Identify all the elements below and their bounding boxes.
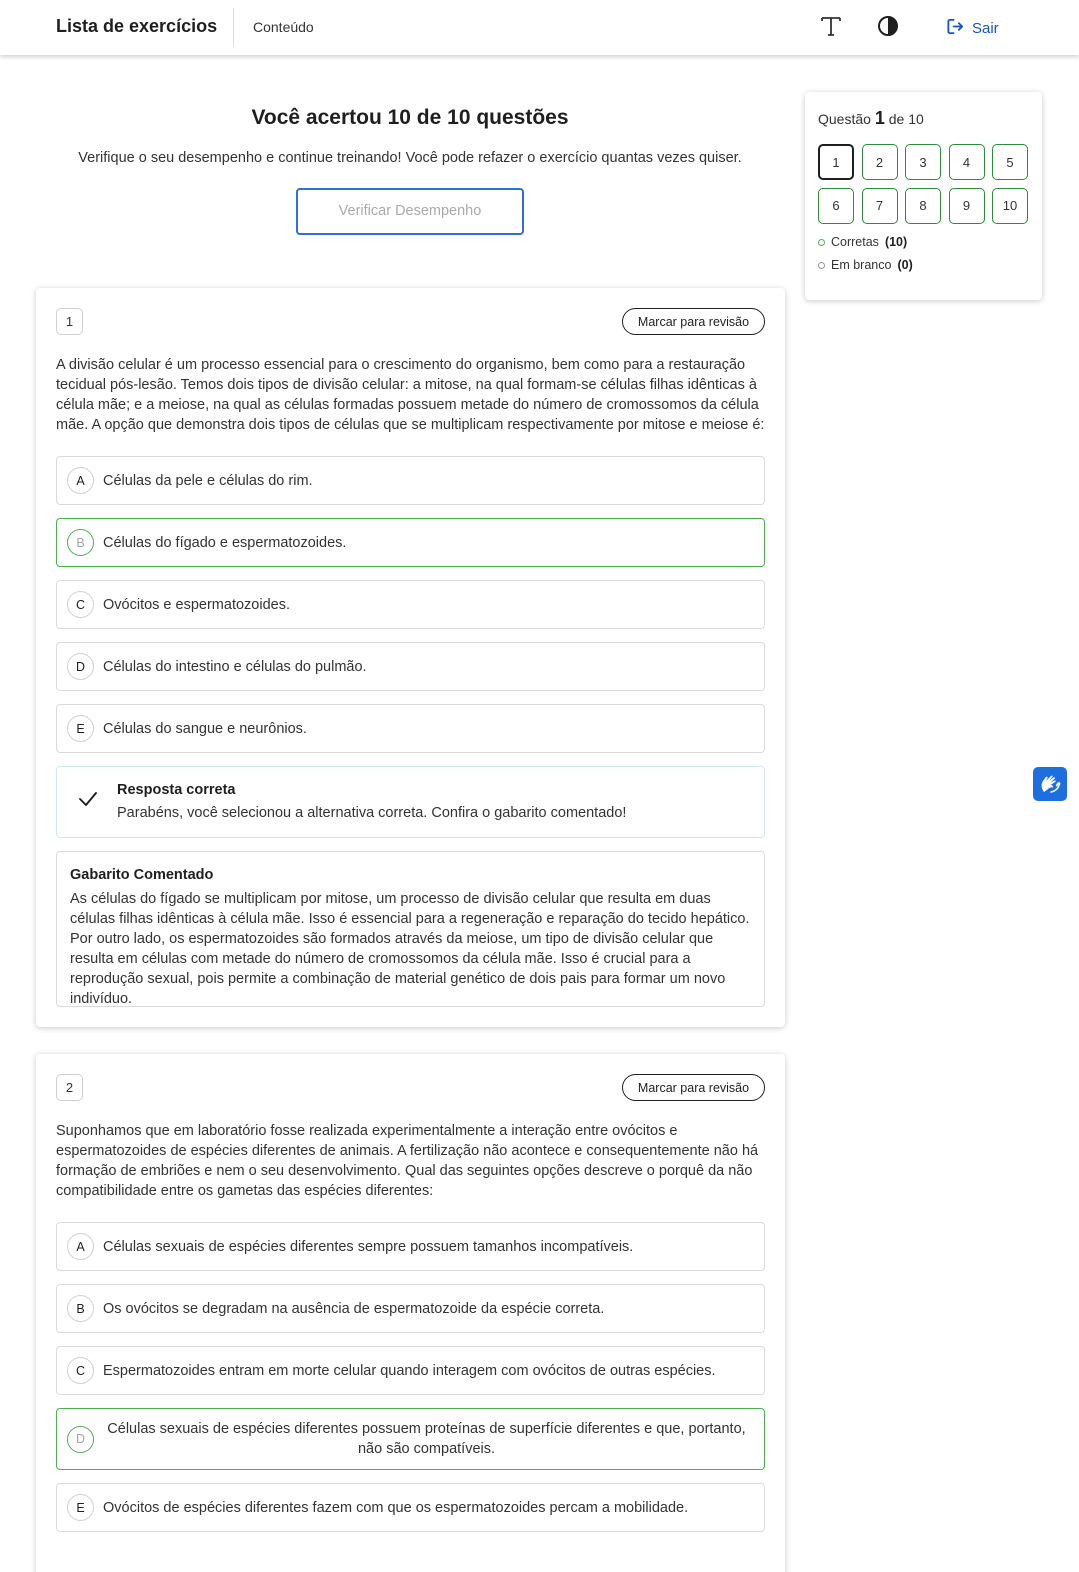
question-button-8[interactable]: 8 [905,188,941,224]
navigator-current: 1 [874,108,885,128]
option-text: Células do fígado e espermatozoides. [103,534,347,551]
check-performance-button[interactable]: Verificar Desempenho [296,188,524,235]
option-d[interactable] [56,1408,765,1470]
question-navigator [805,92,1042,300]
answer-feedback [56,766,765,838]
option-letter: B [67,529,94,556]
logout-button[interactable] [946,17,999,40]
option-e[interactable] [56,1483,765,1532]
page-title: Lista de exercícios [56,16,218,36]
question-button-10[interactable]: 10 [992,188,1028,224]
option-text: Ovócitos de espécies diferentes fazem com que os espermatozoides percam a mobilidade. [103,1499,689,1516]
option-b[interactable] [56,518,765,567]
question-button-6[interactable]: 6 [818,188,854,224]
option-b[interactable] [56,1284,765,1333]
option-letter: E [67,715,94,742]
logout-icon [946,17,965,40]
option-text: Células do sangue e neurônios. [103,720,307,737]
question-stem: A divisão celular é um processo essencial para o crescimento do organismo, bem como para a restauração tecidual pós-lesão. Temos dois tipos de divisão celular: a mitose, na qual formam-se células filhas idênticas à célula mãe; e a meiose, na qual as células formadas possuem metade do número de cromossomos da célula mãe. A opção que demonstra dois tipos de células que se multiplicam respectivamente por mitose e meiose é: [56,357,765,433]
option-c[interactable] [56,580,765,629]
option-text: Células sexuais de espécies diferentes possuem proteínas de superfície diferentes e que, portanto, não são compatíveis. [107,1421,746,1457]
libras-hands-icon[interactable] [1033,767,1067,801]
content-link[interactable]: Conteúdo [253,19,314,35]
navigator-suffix: de 10 [888,111,924,127]
option-text: Os ovócitos se degradam na ausência de espermatozoide da espécie correta. [103,1300,605,1317]
question-button-4[interactable]: 4 [949,144,985,180]
top-bar [0,0,1079,55]
option-a[interactable] [56,456,765,505]
option-text: Espermatozoides entram em morte celular quando interagem com ovócitos de outras espécies. [103,1362,716,1379]
legend-correct-count: (10) [884,235,908,249]
blank-dot-icon [818,262,825,269]
result-subtitle: Verifique o seu desempenho e continue treinando! Você pode refazer o exercício quantas vezes quiser. [78,150,742,166]
question-card-2 [36,1054,785,1572]
legend-blank-count: (0) [897,258,913,272]
question-grid [818,144,1028,224]
check-icon [77,788,99,810]
mark-for-review-button[interactable]: Marcar para revisão [622,1074,765,1101]
question-number: 2 [56,1074,83,1101]
question-button-7[interactable]: 7 [862,188,898,224]
option-text: Células da pele e células do rim. [103,472,313,489]
explanation-title: Gabarito Comentado [70,867,214,883]
legend-blank [818,258,913,272]
feedback-message: Parabéns, você selecionou a alternativa correta. Confira o gabarito comentado! [117,805,627,821]
option-letter: D [67,1426,94,1453]
navigator-header [818,108,924,129]
option-letter: A [67,467,94,494]
legend-correct [818,235,907,249]
question-card-1 [36,288,785,1027]
option-c[interactable] [56,1346,765,1395]
option-text: Células do intestino e células do pulmão. [103,658,367,675]
legend-correct-label: Corretas [831,235,879,249]
option-letter: A [67,1233,94,1260]
option-letter: B [67,1295,94,1322]
option-d[interactable] [56,642,765,691]
header-divider [233,8,234,47]
option-letter: C [67,1357,94,1384]
mark-for-review-button[interactable]: Marcar para revisão [622,308,765,335]
navigator-prefix: Questão [818,111,871,127]
answer-explanation [56,851,765,1007]
text-size-icon[interactable] [820,14,842,38]
question-button-5[interactable]: 5 [992,144,1028,180]
contrast-icon[interactable] [877,15,899,37]
question-button-1[interactable]: 1 [818,144,854,180]
legend-blank-label: Em branco [831,258,892,272]
question-number: 1 [56,308,83,335]
question-stem: Suponhamos que em laboratório fosse realizada experimentalmente a interação entre ovócitos e espermatozoides de espécies diferentes de animais. A fertilização não acontece e consequentemente não há formação de embriões e nem o seu desenvolvimento. Qual das seguintes opções descreve o porquê da não compatibilidade entre os gametas das espécies diferentes: [56,1123,759,1199]
question-button-2[interactable]: 2 [862,144,898,180]
question-button-3[interactable]: 3 [905,144,941,180]
option-a[interactable] [56,1222,765,1271]
option-text: Células sexuais de espécies diferentes sempre possuem tamanhos incompatíveis. [103,1238,634,1255]
option-letter: E [67,1494,94,1521]
logout-label: Sair [972,20,999,37]
option-text: Ovócitos e espermatozoides. [103,596,290,613]
feedback-title: Resposta correta [117,782,236,798]
option-letter: D [67,653,94,680]
question-button-9[interactable]: 9 [949,188,985,224]
option-letter: C [67,591,94,618]
explanation-text: As células do fígado se multiplicam por mitose, um processo de divisão celular que resulta em duas células filhas idênticas à célula mãe. Isso é essencial para a regeneração e reparação do tecido hepático. Por outro lado, os espermatozoides são formados através da meiose, um tipo de divisão celular que resulta em células com metade do número de cromossomos da célula mãe. Isso é crucial para a reprodução sexual, pois permite a combinação de material genético de dois pais para formar um novo indivíduo. [70,891,750,1007]
correct-dot-icon [818,239,825,246]
option-e[interactable] [56,704,765,753]
result-title: Você acertou 10 de 10 questões [251,106,569,129]
